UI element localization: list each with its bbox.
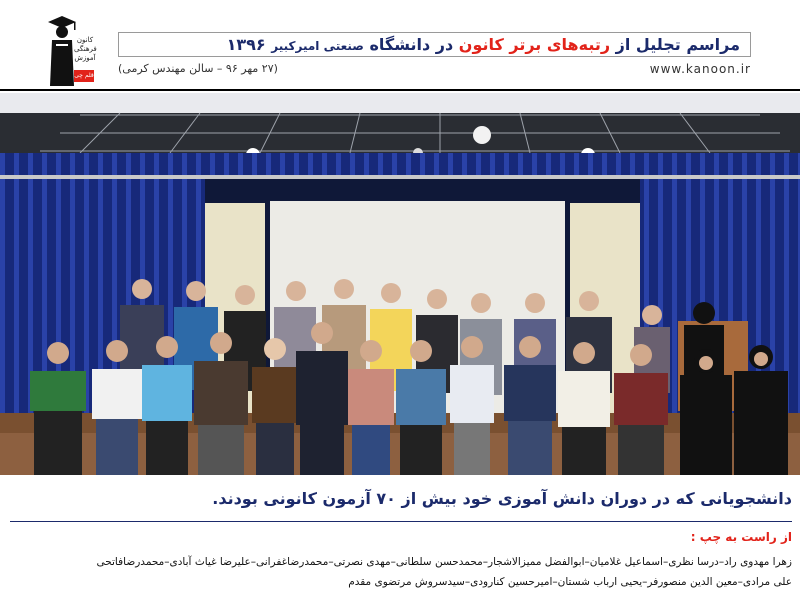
group-photo — [0, 93, 800, 475]
names-line-1: زهرا مهدوی راد–درسا نظری–اسماعیل غلامیان–ابوالفضل ممیزالاشجار–محمدحسن سلطانی–مهدی نصرتی–محمدرضاغفرانی–علیرضا غیاث آبادی–محمدرضافاتحی — [96, 556, 792, 568]
names-line-2: علی مرادی–معین الدین منصورفر–یحیی ارباب شستان–امیرحسین کنارودی–سیدسروش مرتضوی مقدم — [348, 576, 792, 588]
photo-caption: دانشجویانی که در دوران دانش آموزی خود بیش از ۷۰ آزمون کانونی بودند. — [212, 489, 792, 508]
page-title — [118, 32, 751, 57]
caption-rule — [10, 521, 792, 522]
event-date-venue: (۲۷ مهر ۹۶ – سالن مهندس کرمی) — [118, 62, 278, 75]
logo-line-1: کانون — [76, 36, 94, 44]
title-year: ۱۳۹۶ — [226, 35, 272, 54]
logo-line-3: آموزش — [74, 54, 96, 62]
title-mid: در دانشگاه — [363, 35, 459, 54]
logo-badge: قلم چی — [74, 70, 94, 82]
website-link[interactable]: www.kanoon.ir — [649, 62, 751, 76]
names-order-label: از راست به چپ : — [690, 530, 792, 544]
logo-line-2: فرهنگی — [74, 45, 97, 53]
title-university: صنعتی امیرکبیر — [271, 39, 364, 53]
title-main: مراسم تجلیل از — [610, 35, 740, 54]
logo-wordmark — [74, 36, 96, 63]
header-divider — [0, 89, 800, 91]
title-highlight: رتبه‌های برتر کانون — [458, 35, 611, 54]
